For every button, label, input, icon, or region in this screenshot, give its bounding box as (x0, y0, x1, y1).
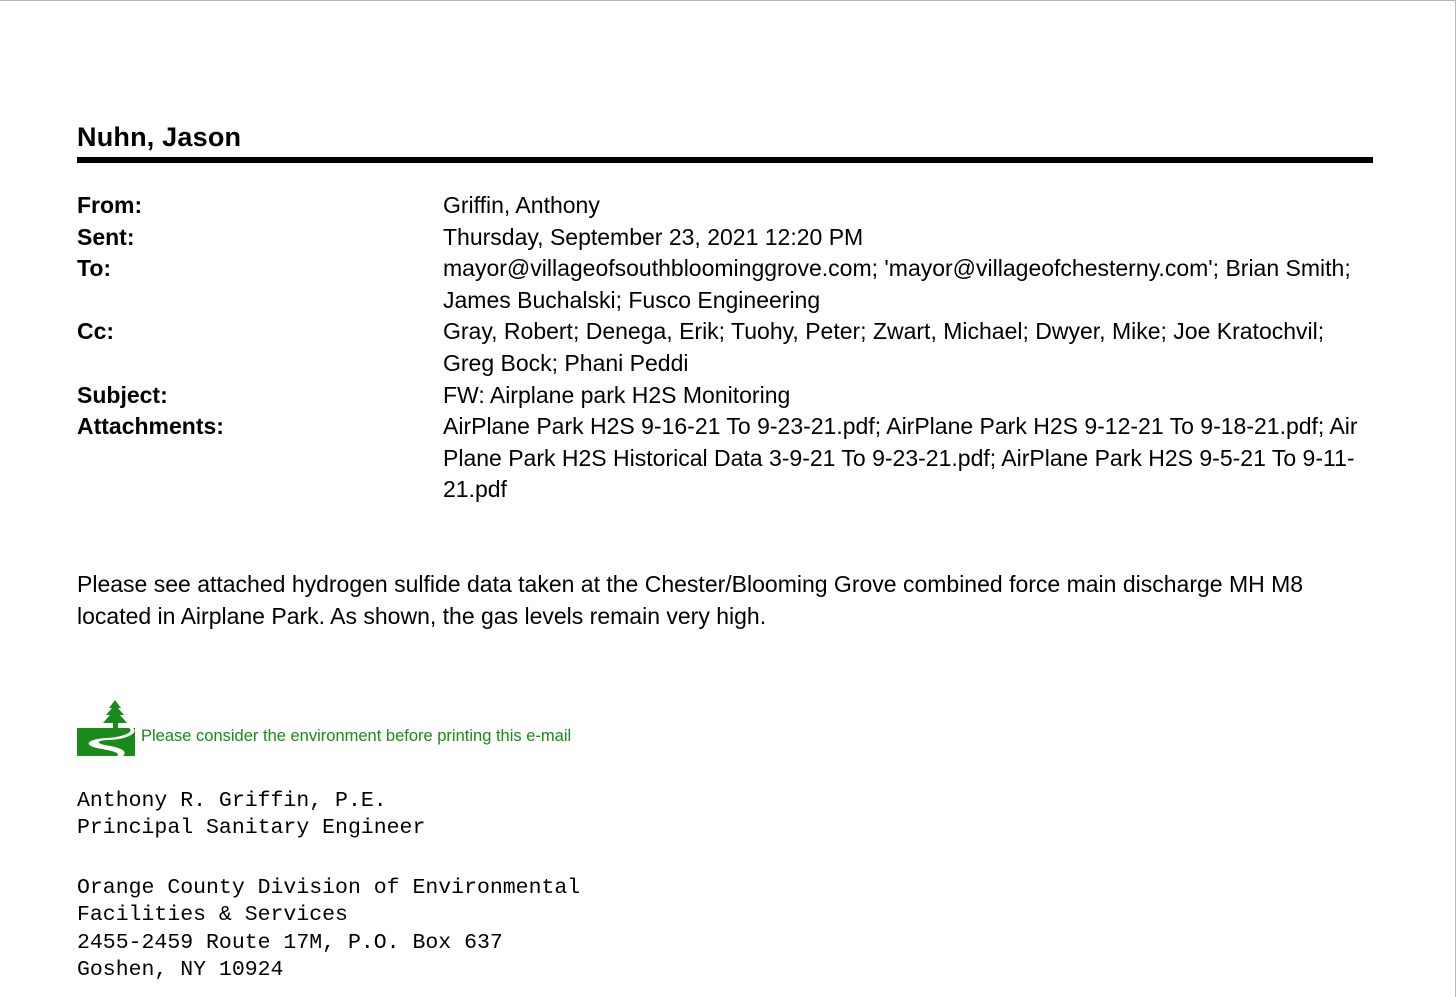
sent-value: Thursday, September 23, 2021 12:20 PM (443, 223, 864, 250)
sent-row (77, 222, 1377, 254)
signature-org-line1: Orange County Division of Environmental (77, 876, 581, 900)
attachments-row (77, 411, 1377, 506)
subject-row (77, 380, 1377, 412)
attachments-value[interactable]: AirPlane Park H2S 9-16-21 To 9-23-21.pdf; AirPlane Park H2S 9-12-21 To 9-18-21.pdf; Air Plane Park H2S Historical Data 3-9-21 To 9-23-21.pdf; AirPlane Park H2S 9-5-21 To 9-11-21.pdf (443, 413, 1358, 503)
signature-name-block (77, 788, 425, 843)
from-label: From: (77, 192, 143, 218)
header-divider (77, 157, 1373, 163)
cc-row (77, 316, 1377, 379)
signature-address-line2: Goshen, NY 10924 (77, 957, 284, 982)
email-body: Please see attached hydrogen sulfide data taken at the Chester/Blooming Grove combined force main discharge MH M8 located in Airplane Park. As shown, the gas levels remain very high. (77, 571, 1304, 629)
attachments-label: Attachments: (77, 413, 224, 440)
signature-address-block (77, 875, 580, 984)
signature-address-line1: 2455-2459 Route 17M, P.O. Box 637 (77, 930, 503, 955)
tree-road-icon (77, 700, 135, 756)
signature-title: Principal Sanitary Engineer (77, 816, 426, 841)
signature-name: Anthony R. Griffin, P.E. (77, 789, 387, 813)
signature-org-line2: Facilities & Services (77, 903, 348, 928)
cc-value: Gray, Robert; Denega, Erik; Tuohy, Peter; Zwart, Michael; Dwyer, Mike; Joe Kratochvil; Greg Bock; Phani Peddi (443, 318, 1325, 376)
mailbox-owner-name: Nuhn, Jason (77, 122, 242, 152)
cc-label: Cc: (77, 318, 115, 345)
to-label: To: (77, 255, 112, 282)
email-header-fields (77, 190, 1377, 506)
page-top-border (0, 0, 1456, 1)
subject-label: Subject: (77, 381, 168, 408)
eco-notice-text: Please consider the environment before printing this e-mail (141, 727, 572, 745)
subject-value: FW: Airplane park H2S Monitoring (443, 381, 791, 408)
from-row (77, 190, 1377, 222)
to-row (77, 253, 1377, 316)
sent-label: Sent: (77, 223, 135, 250)
to-value: mayor@villageofsouthbloominggrove.com; 'mayor@villageofchesterny.com'; Brian Smith; James Buchalski; Fusco Engineering (443, 255, 1351, 313)
from-value: Griffin, Anthony (443, 192, 600, 218)
